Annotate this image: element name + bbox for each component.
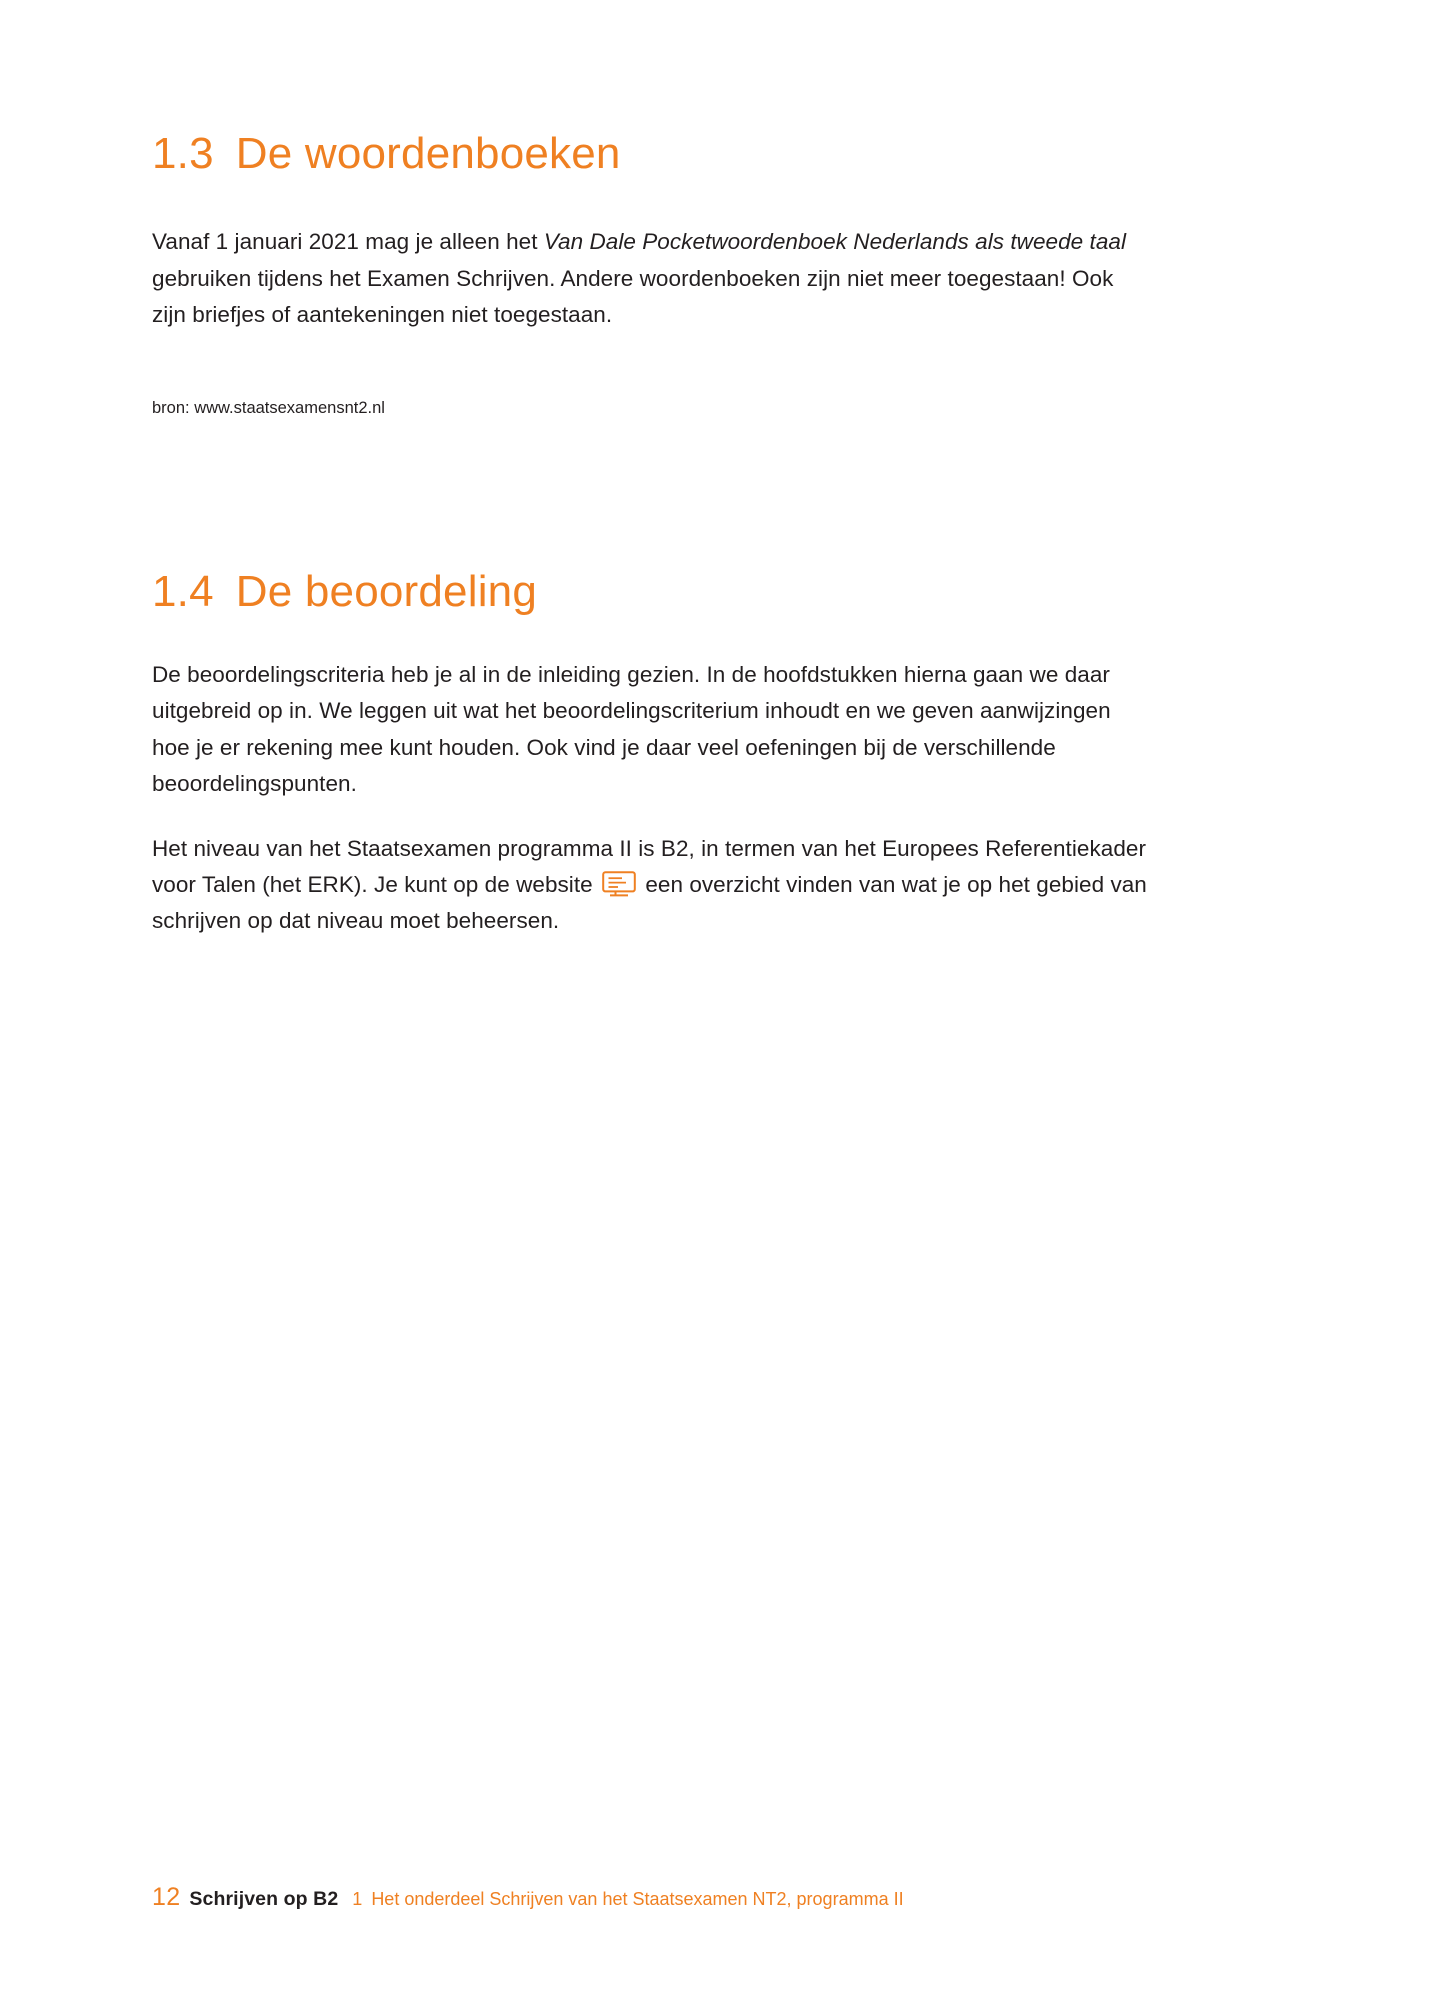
footer-page-number: 12 xyxy=(152,1883,181,1911)
paragraph-text-part1: Het niveau van het Staatsexamen programma II is B2, in termen van het Europees Referentiekader voor Talen (het ERK). Je kunt op de website xyxy=(152,835,1146,898)
section-title: De beoordeling xyxy=(235,567,538,617)
spacer xyxy=(152,178,1152,224)
section-title: De woordenboeken xyxy=(235,129,621,178)
paragraph-text-part2: gebruiken tijdens het Examen Schrijven. Andere woordenboeken zijn niet meer toegestaan! Ook zijn briefjes of aantekeningen niet toegestaan. xyxy=(152,265,1114,328)
book-title-italic: Van Dale Pocketwoordenboek Nederlands als tweede taal xyxy=(543,229,1126,255)
paragraph-beoordelingscriteria: De beoordelingscriteria heb je al in de inleiding gezien. In de hoofdstukken hierna gaan we daar uitgebreid op in. We leggen uit wat het beoordelingscriterium inhoudt en we geven aanwijzingen hoe je er rekening mee kunt houden. Ook vind je daar veel oefeningen bij de verschillende beoordelingspunten. xyxy=(152,661,1111,797)
footer-chapter-title: Het onderdeel Schrijven van het Staatsexamen NT2, programma II xyxy=(371,1889,904,1909)
section-number: 1.3 xyxy=(152,129,214,178)
page-content xyxy=(152,130,1152,940)
spacer xyxy=(152,334,1152,396)
spacer xyxy=(152,420,1152,568)
paragraph-woordenboeken xyxy=(152,224,1152,333)
paragraph-niveau xyxy=(152,831,1152,940)
spacer xyxy=(152,617,1152,657)
section-heading-1-3 xyxy=(152,130,1152,178)
section-heading-1-4 xyxy=(152,568,1152,616)
section-number: 1.4 xyxy=(152,567,214,617)
footer-book-title: Schrijven op B2 xyxy=(189,1888,339,1910)
paragraph-text-part1: Vanaf 1 januari 2021 mag je alleen het xyxy=(152,229,544,255)
source-note: bron: www.staatsexamensnt2.nl xyxy=(152,398,385,417)
paragraph-text-part2: een overzicht vinden van wat je op het gebied van schrijven op dat niveau moet beheersen. xyxy=(152,872,1147,934)
spacer xyxy=(152,803,1152,831)
footer-chapter-number: 1 xyxy=(352,1889,363,1909)
monitor-icon xyxy=(602,871,636,897)
page-footer xyxy=(152,1883,904,1912)
